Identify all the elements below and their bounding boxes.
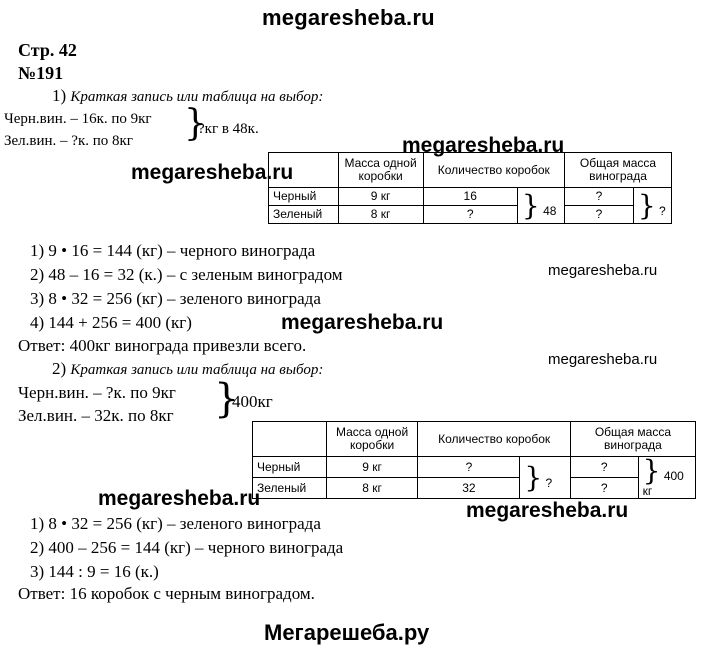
watermark-3: megaresheba.ru <box>131 161 294 184</box>
row-label: Черный <box>269 188 339 206</box>
cell-count: ? <box>423 206 517 224</box>
part2-answer: Ответ: 16 коробок с черным виноградом. <box>18 584 315 603</box>
part2-note-line1: Черн.вин. – ?к. по 9кг <box>18 383 176 402</box>
table-header-empty <box>269 153 339 188</box>
watermark-5: megaresheba.ru <box>281 311 444 334</box>
cell-count: 32 <box>418 478 520 499</box>
cell-count: 16 <box>423 188 517 206</box>
table-row <box>269 206 672 224</box>
cell-total-brace <box>633 188 671 224</box>
part1-heading-num: 1) <box>52 86 67 105</box>
cell-total: ? <box>570 478 638 499</box>
table-header-row <box>269 153 672 188</box>
count-brace-value: ? <box>545 475 553 490</box>
part2-step-1: 1) 8 • 32 = 256 (кг) – зеленого винограда <box>30 514 321 533</box>
count-brace-glyph: } <box>521 188 540 222</box>
watermark-2: megaresheba.ru <box>402 134 565 157</box>
row-label: Черный <box>253 457 327 478</box>
watermark-4: megaresheba.ru <box>548 262 658 279</box>
part2-table <box>252 421 696 499</box>
page-label: Стр. 42 <box>18 40 77 60</box>
row-label: Зеленый <box>269 206 339 224</box>
table-row <box>253 478 696 499</box>
part1-step-2: 2) 48 – 16 = 32 (к.) – с зеленым виноградом <box>30 265 343 284</box>
watermark-top: megaresheba.ru <box>262 5 435 30</box>
row-label: Зеленый <box>253 478 327 499</box>
cell-total: ? <box>565 206 634 224</box>
table-row <box>253 457 696 478</box>
count-brace-glyph: } <box>524 460 543 494</box>
part1-table <box>268 152 672 224</box>
cell-total: ? <box>565 188 634 206</box>
part2-heading-num: 2) <box>52 359 67 378</box>
table-header-count: Количество коробок <box>418 422 570 457</box>
part2-step-2: 2) 400 – 256 = 144 (кг) – черного винограда <box>30 538 344 557</box>
table-header-mass: Масса одной коробки <box>326 422 418 457</box>
table-header-total: Общая масса винограда <box>570 422 695 457</box>
cell-mass: 9 кг <box>326 457 418 478</box>
watermark-8: megaresheba.ru <box>466 499 629 522</box>
table-row <box>269 188 672 206</box>
total-brace-value: ? <box>659 203 666 218</box>
count-brace-value: 48 <box>543 203 557 218</box>
part1-note-brace: } <box>184 103 207 144</box>
task-number: №191 <box>18 63 64 83</box>
table-header-empty <box>253 422 327 457</box>
part1-step-1: 1) 9 • 16 = 144 (кг) – черного винограда <box>30 241 316 260</box>
cell-mass: 8 кг <box>338 206 423 224</box>
watermark-7: megaresheba.ru <box>98 487 261 510</box>
cell-mass: 9 кг <box>338 188 423 206</box>
total-brace-value: 400 кг <box>642 469 684 498</box>
part2-note-brace: } <box>214 376 240 422</box>
part2-note-line2: Зел.вин. – 32к. по 8кг <box>18 406 174 425</box>
part2-step-3: 3) 144 : 9 = 16 (к.) <box>30 562 159 581</box>
total-brace-glyph: } <box>637 188 656 222</box>
cell-count: ? <box>418 457 520 478</box>
table-header-count: Количество коробок <box>423 153 564 188</box>
cell-total: ? <box>570 457 638 478</box>
part1-heading-text: Краткая запись или таблица на выбор: <box>70 89 324 105</box>
watermark-6: megaresheba.ru <box>548 351 658 368</box>
part1-note-line2: Зел.вин. – ?к. по 8кг <box>4 133 133 149</box>
footer-title: Мегарешеба.ру <box>264 620 430 645</box>
cell-count-brace <box>517 188 564 224</box>
part1-step-3: 3) 8 • 32 = 256 (кг) – зеленого винограда <box>30 289 321 308</box>
total-brace-glyph: } <box>642 454 661 487</box>
part1-answer: Ответ: 400кг винограда привезли всего. <box>18 336 307 355</box>
table-header-mass: Масса одной коробки <box>338 153 423 188</box>
part2-note-result: 400кг <box>232 392 273 411</box>
cell-count-brace <box>520 457 570 499</box>
part1-note-line1: Черн.вин. – 16к. по 9кг <box>4 111 152 127</box>
cell-mass: 8 кг <box>326 478 418 499</box>
part2-heading-text: Краткая запись или таблица на выбор: <box>70 362 324 378</box>
table-header-total: Общая масса винограда <box>565 153 672 188</box>
part1-step-4: 4) 144 + 256 = 400 (кг) <box>30 313 192 332</box>
part2-heading <box>52 359 323 379</box>
cell-total-brace <box>638 454 695 499</box>
table-header-row <box>253 422 696 457</box>
part1-note-result: ?кг в 48к. <box>198 121 259 137</box>
